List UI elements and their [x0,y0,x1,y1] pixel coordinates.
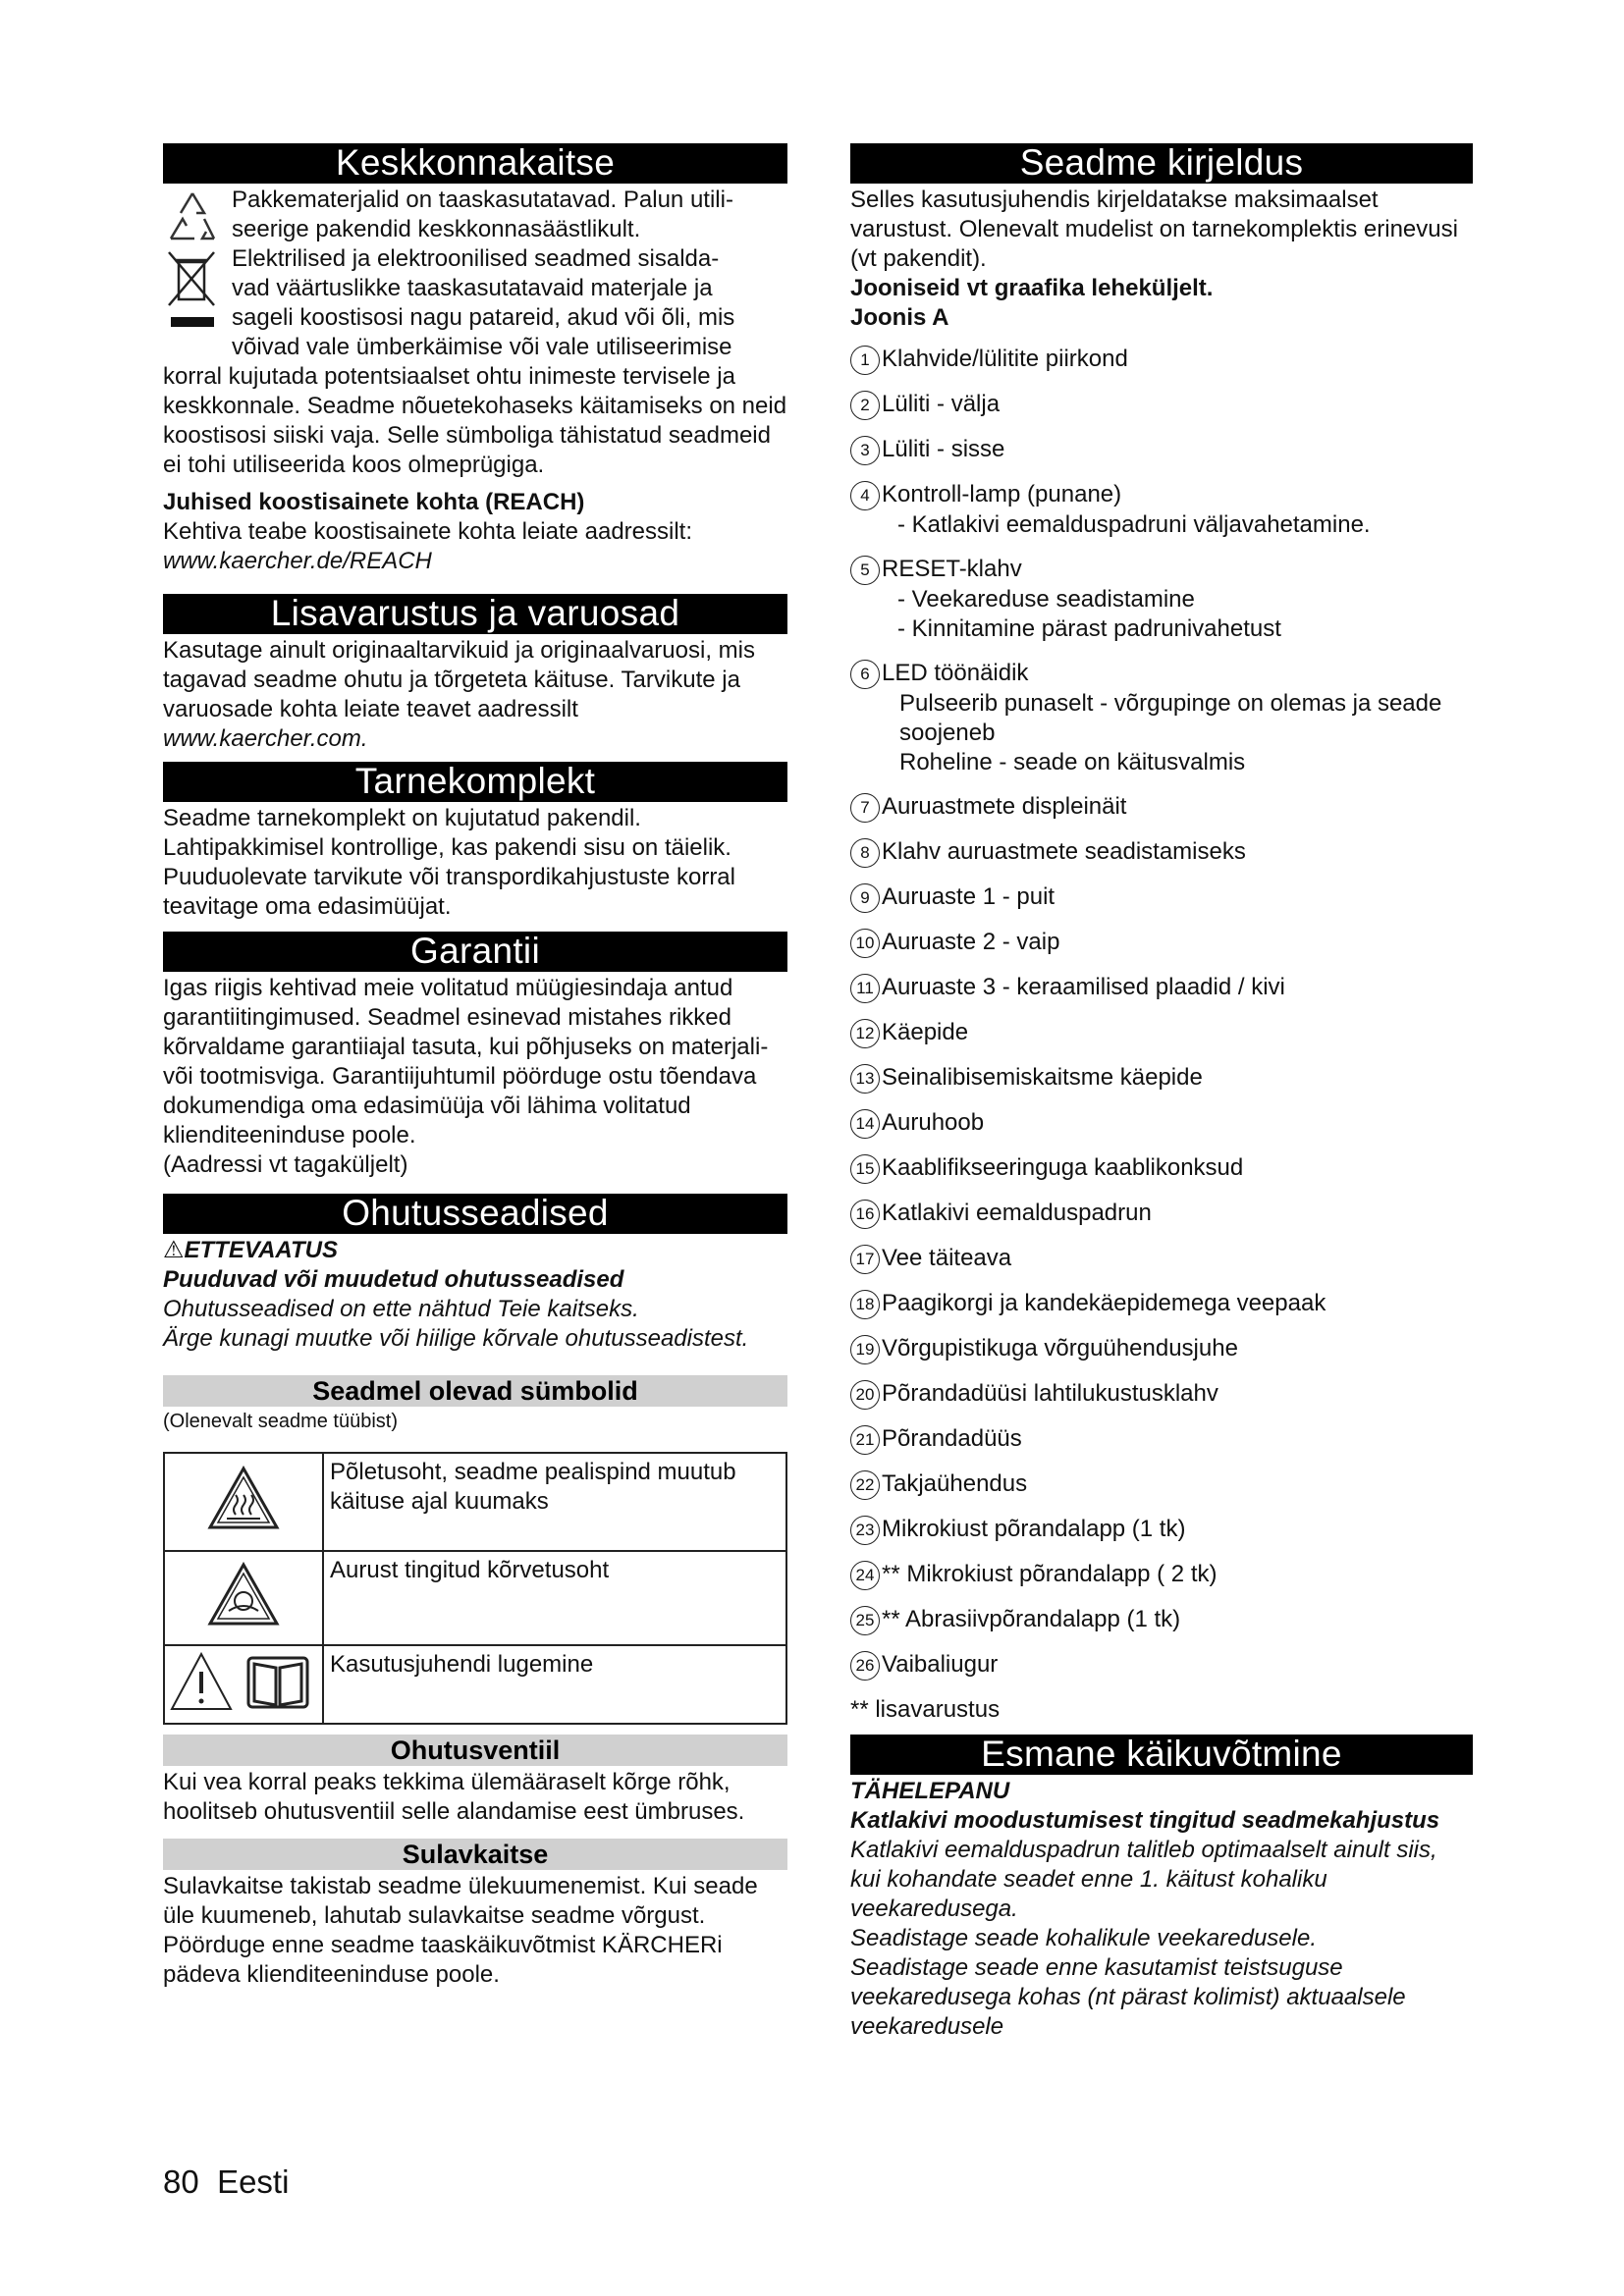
steam-scald-icon [207,1562,280,1627]
item-number-badge: 4 [850,481,880,510]
item-number-badge: 12 [850,1019,880,1048]
list-item-row [850,390,1473,420]
list-item-row [850,435,1473,465]
item-subline: - Veekareduse seadistamine [897,586,1195,613]
list-item [850,1379,1473,1410]
read-manual-icon [170,1648,317,1713]
item-subline: - Kinnitamine pärast padrunivahetust [897,615,1281,642]
item-subline: - Katlakivi eemalduspadruni väljavahetamine. [897,511,1371,538]
reach-text: Kehtiva teabe koostisainete kohta leiate aadressilt: [163,518,693,545]
list-item [850,1469,1473,1500]
weee-line-3: sageli koostisosi nagu patareid, akud või õli, mis [232,304,735,331]
item-label: ** Abrasiivpõrandalapp (1 tk) [882,1606,1181,1632]
item-number-badge: 8 [850,838,880,868]
symbol-row [164,1453,786,1551]
list-item-row [850,1018,1473,1048]
left-column [163,143,787,1990]
list-item [850,1108,1473,1139]
symbol-icon-cell [164,1645,323,1724]
list-item [850,435,1473,465]
item-number-badge: 13 [850,1064,880,1094]
item-label: RESET-klahv [882,556,1022,582]
list-item-row [850,659,1473,689]
symbol-icon-cell [164,1453,323,1551]
item-number-badge: 1 [850,346,880,375]
symbolid-note: (Olenevalt seadme tüübist) [163,1411,399,1432]
list-item-row [850,1108,1473,1139]
list-item [850,928,1473,958]
list-item-row [850,1244,1473,1274]
garantii-text: Igas riigis kehtivad meie volitatud müügiesindaja antud garantiitingimused. Seadmel esinevad mistahes rikked kõrvaldame garantiiajal tasuta, kui põhjuseks on materjali- või tootmisviga. Garantiijuhtumil pöörduge ostu tõendava dokumendiga oma edasimüüja või lähima volitatud klienditeeninduse poole. [163,975,769,1148]
item-label: Auruaste 3 - keraamilised plaadid / kivi [882,974,1285,1000]
item-label: Paagikorgi ja kandekäepidemega veepaak [882,1290,1326,1316]
list-item-row [850,792,1473,823]
item-number-badge: 21 [850,1425,880,1455]
list-item [850,792,1473,823]
warning-text-2: Ärge kunagi muutke või hiilige kõrvale ohutusseadistest. [163,1325,749,1352]
recycle-line-1: Pakkematerjalid on taaskasutatavad. Palun utili- [232,187,733,213]
item-label: Takjaühendus [882,1470,1028,1497]
list-item [850,1063,1473,1094]
garantii-note: (Aadressi vt tagaküljelt) [163,1151,408,1178]
item-number-badge: 5 [850,556,880,585]
reach-title: Juhised koostisainete kohta (REACH) [163,489,585,515]
symbol-row [164,1551,786,1645]
hot-surface-icon [207,1466,280,1530]
weee-line-1: Elektrilised ja elektroonilised seadmed sisalda- [232,245,720,272]
list-item-row [850,1469,1473,1500]
item-label: Võrgupistikuga võrguühendusjuhe [882,1335,1238,1362]
list-item-row [850,1334,1473,1364]
item-number-badge: 19 [850,1335,880,1364]
list-item [850,837,1473,868]
item-number-badge: 11 [850,974,880,1003]
list-item [850,555,1473,644]
symbol-row [164,1645,786,1724]
item-label: Kaablifikseeringuga kaablikonksud [882,1154,1244,1181]
list-item [850,390,1473,420]
list-item-row [850,973,1473,1003]
item-label: Vaibaliugur [882,1651,999,1678]
list-item [850,1018,1473,1048]
weee-paragraph [163,244,787,362]
item-label: Lüliti - välja [882,391,1001,417]
list-item [850,1515,1473,1545]
list-item [850,659,1473,777]
item-label: Auruastmete displeinäit [882,793,1127,820]
item-label: Mikrokiust põrandalapp (1 tk) [882,1516,1186,1542]
item-number-badge: 15 [850,1154,880,1184]
item-number-badge: 22 [850,1470,880,1500]
list-item-row [850,1424,1473,1455]
item-label: Seinalibisemiskaitsme käepide [882,1064,1203,1091]
recycle-line-2: seerige pakendid keskkonnasäästlikult. [232,216,641,242]
item-subline: Roheline - seade on käitusvalmis [899,749,1246,775]
item-label: Klahv auruastmete seadistamiseks [882,838,1246,865]
list-item [850,1334,1473,1364]
section-heading-keskkonnakaitse: Keskkonnakaitse [163,143,787,184]
reach-url[interactable]: www.kaercher.de/REACH [163,548,432,574]
warning-label-row [163,1236,787,1265]
list-item-row [850,1289,1473,1319]
item-number-badge: 3 [850,436,880,465]
lisavarustus-url[interactable]: www.kaercher.com. [163,725,368,752]
page-language: Eesti [217,2163,290,2200]
graphic-reference: Jooniseid vt graafika leheküljelt. [850,275,1214,301]
item-label: Klahvide/lülitite piirkond [882,346,1128,372]
notice-text-3: Seadistage seade enne kasutamist teistsuguse veekaredusega kohas (nt pärast kolimist) aktuaalsele veekaredusele [850,1954,1406,2040]
right-column [850,143,1473,2042]
list-item [850,345,1473,375]
item-label: Auruaste 1 - puit [882,883,1056,910]
item-label: Vee täiteava [882,1245,1012,1271]
section-heading-kirjeldus: Seadme kirjeldus [850,143,1473,184]
weee-text-continued: korral kujutada potentsiaalset ohtu inimeste tervisele ja keskkonnale. Seadme nõuetekohaseks käitamiseks on neid koostisosi siiski vaja. Selle sümboliga tähistatud seadmeid ei tohi utiliseerida koos olmeprügiga. [163,363,787,478]
subheading-symbolid: Seadmel olevad sümbolid [163,1375,787,1407]
notice-label: TÄHELEPANU [850,1778,1010,1804]
notice-text-2: Seadistage seade kohalikule veekaredusele. [850,1925,1317,1951]
item-label: Põrandadüüsi lahtilukustusklahv [882,1380,1218,1407]
list-item [850,1244,1473,1274]
recycle-paragraph [163,186,787,244]
list-item [850,882,1473,913]
section-heading-lisavarustus: Lisavarustus ja varuosad [163,594,787,634]
item-label: Põrandadüüs [882,1425,1022,1452]
weee-line-4: võivad vale ümberkäimise või vale utiliseerimise [232,334,732,360]
list-item [850,973,1473,1003]
item-label: Kontroll-lamp (punane) [882,481,1122,507]
item-number-badge: 20 [850,1380,880,1410]
page-number: 80 [163,2163,199,2200]
lisavarustus-text: Kasutage ainult originaaltarvikuid ja originaalvaruosi, mis tagavad seadme ohutu ja tõrgeteta käituse. Tarvikute ja varuosade kohta leiate teavet aadressilt [163,637,755,722]
symbol-table [163,1452,787,1725]
list-item-row [850,1650,1473,1681]
list-item [850,1424,1473,1455]
list-item-row [850,1199,1473,1229]
item-label: ** Mikrokiust põrandalapp ( 2 tk) [882,1561,1218,1587]
list-item [850,1605,1473,1635]
item-label: Lüliti - sisse [882,436,1005,462]
component-list [850,345,1473,1681]
list-item [850,480,1473,540]
symbol-icon-cell [164,1551,323,1645]
item-number-badge: 23 [850,1516,880,1545]
warning-title: Puuduvad või muudetud ohutusseadised [163,1266,624,1293]
recycle-icon [163,189,222,246]
sulavkaitse-text: Sulavkaitse takistab seadme ülekuumenemist. Kui seade üle kuumeneb, lahutab sulavkaitse seadme võrgust. Pöörduge enne seadme taaskäikuvõtmist KÄRCHERi pädeva klienditeeninduse poole. [163,1873,758,1988]
item-number-badge: 17 [850,1245,880,1274]
list-item-row [850,928,1473,958]
item-number-badge: 2 [850,391,880,420]
list-item-row [850,1063,1473,1094]
list-item-row [850,1560,1473,1590]
item-subline: Pulseerib punaselt - võrgupinge on olemas ja seade soojeneb [899,690,1442,746]
item-label: Käepide [882,1019,969,1045]
warning-triangle-icon: ⚠ [163,1237,185,1263]
list-item [850,1289,1473,1319]
figure-label: Joonis A [850,304,949,331]
notice-title: Katlakivi moodustumisest tingitud seadmekahjustus [850,1807,1440,1834]
item-number-badge: 26 [850,1651,880,1681]
list-item-row [850,555,1473,585]
weee-line-2: vad väärtuslikke taaskasutatavaid materjale ja [232,275,713,301]
list-item [850,1153,1473,1184]
ohutusventiil-text: Kui vea korral peaks tekkima ülemääraselt kõrge rõhk, hoolitseb ohutusventiil selle alandamise eest ümbruses. [163,1769,745,1825]
item-number-badge: 9 [850,883,880,913]
item-number-badge: 14 [850,1109,880,1139]
symbol-text: Põletusoht, seadme pealispind muutub käituse ajal kuumaks [323,1453,786,1551]
item-number-badge: 16 [850,1200,880,1229]
list-item-row [850,1379,1473,1410]
list-item [850,1650,1473,1681]
list-item-row [850,837,1473,868]
item-number-badge: 25 [850,1606,880,1635]
list-item [850,1199,1473,1229]
item-number-badge: 7 [850,793,880,823]
item-label: Auruhoob [882,1109,985,1136]
kirjeldus-intro: Selles kasutusjuhendis kirjeldatakse maksimaalset varustust. Olenevalt mudelist on tarnekomplektis erinevusi (vt pakendit). [850,187,1458,272]
list-item-row [850,1515,1473,1545]
crossed-bin-icon [167,248,218,333]
list-item-row [850,1153,1473,1184]
page-footer [163,2163,289,2202]
item-number-badge: 10 [850,929,880,958]
symbol-text: Aurust tingitud kõrvetusoht [323,1551,786,1645]
list-item-row [850,882,1473,913]
list-item-row [850,345,1473,375]
warning-text-1: Ohutusseadised on ette nähtud Teie kaitseks. [163,1296,639,1322]
symbol-text: Kasutusjuhendi lugemine [323,1645,786,1724]
item-number-badge: 18 [850,1290,880,1319]
section-heading-garantii: Garantii [163,932,787,972]
section-heading-tarnekomplekt: Tarnekomplekt [163,762,787,802]
item-label: Auruaste 2 - vaip [882,929,1060,955]
section-heading-ohutusseadised: Ohutusseadised [163,1194,787,1234]
warning-label: ETTEVAATUS [184,1237,338,1263]
section-heading-esmane: Esmane käikuvõtmine [850,1735,1473,1775]
notice-text-1: Katlakivi eemalduspadrun talitleb optimaalselt ainult siis, kui kohandate seadet enne 1. käitust kohaliku veekaredusega. [850,1837,1437,1922]
footnote: ** lisavarustus [850,1696,1001,1723]
tarnekomplekt-text: Seadme tarnekomplekt on kujutatud pakendil. Lahtipakkimisel kontrollige, kas pakendi sisu on täielik. Puuduolevate tarvikute või transpordikahjustuste korral teavitage oma edasimüüjat. [163,805,735,920]
subheading-ohutusventiil: Ohutusventiil [163,1735,787,1766]
item-number-badge: 6 [850,660,880,689]
subheading-sulavkaitse: Sulavkaitse [163,1839,787,1870]
list-item-row [850,480,1473,510]
item-number-badge: 24 [850,1561,880,1590]
item-label: LED töönäidik [882,660,1029,686]
list-item-row [850,1605,1473,1635]
list-item [850,1560,1473,1590]
item-label: Katlakivi eemalduspadrun [882,1200,1152,1226]
